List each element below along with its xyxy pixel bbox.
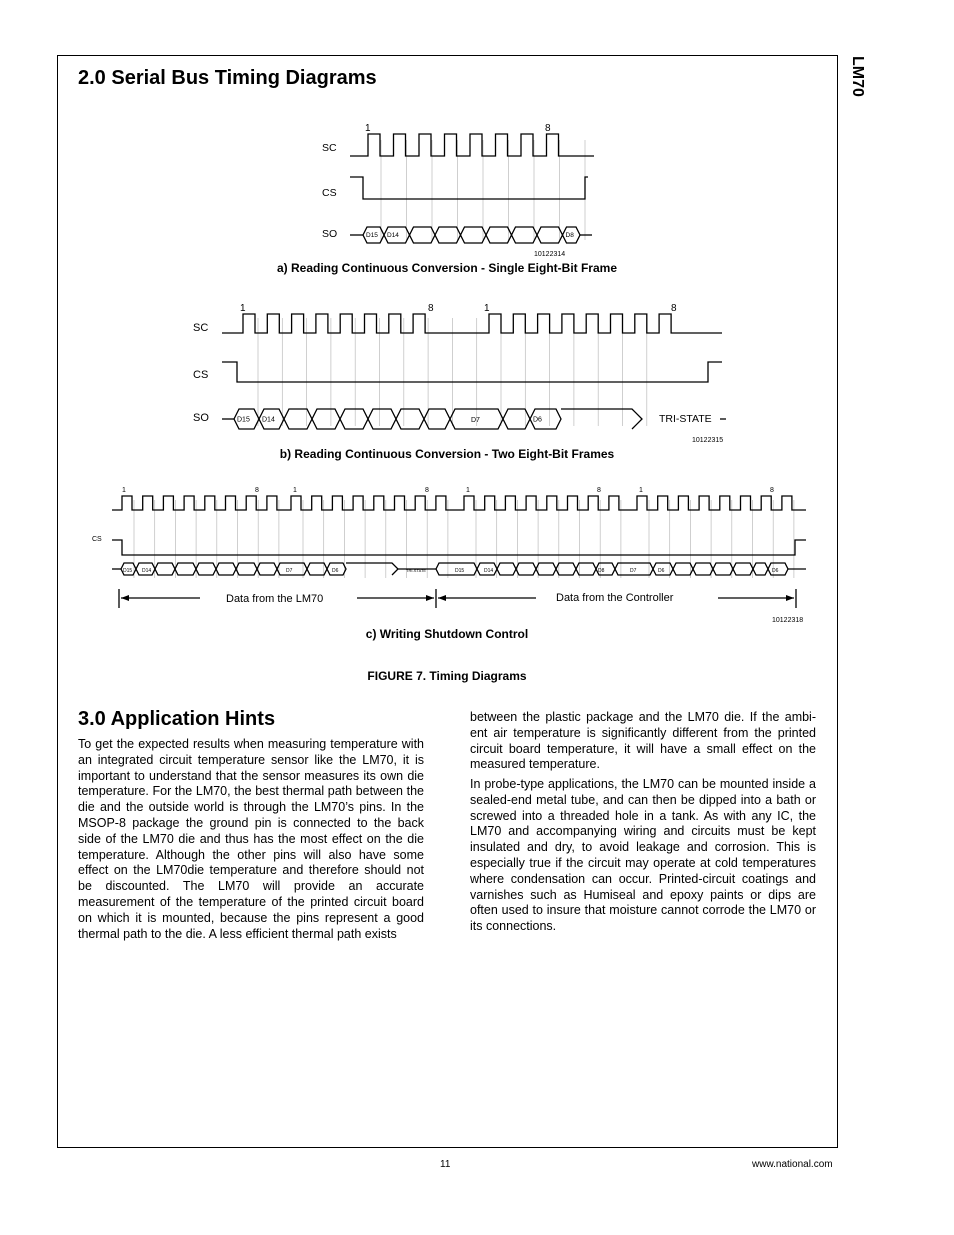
bit-label-lm70-d7: D7 (286, 568, 293, 574)
cs-waveform (112, 540, 806, 555)
cs-label: CS (322, 187, 337, 199)
diagram-c-id: 10122318 (772, 617, 804, 624)
tristate-label: TRI-STATE (406, 568, 427, 573)
diagram-c-caption: c) Writing Shutdown Control (365, 627, 529, 641)
so-ctrl-eye-13 (733, 563, 753, 575)
so-ctrl-eye-2 (497, 563, 516, 575)
pulse-label-1: 8 (255, 487, 259, 494)
diagram-b-caption: b) Reading Continuous Conversion - Two Eight-Bit Frames (279, 447, 615, 461)
so-lm70-eye-2 (155, 563, 175, 575)
so-eye-7 (537, 227, 563, 243)
so-lm70-eye-3 (175, 563, 196, 575)
bit-label-ctrl-d7: D7 (630, 568, 637, 574)
bit-label-lm70-d15: D15 (123, 568, 133, 574)
diagram-b (193, 303, 726, 429)
bit-label-ctrl-d6: D6 (658, 568, 665, 574)
so-lm70-eye-5 (216, 563, 236, 575)
sc-waveform (112, 496, 806, 510)
pulse-label-first: 1 (365, 123, 371, 134)
so-eye-2 (284, 409, 312, 429)
pulse-label-8a: 8 (428, 303, 434, 314)
cs-label: CS (92, 536, 102, 543)
side-part-label: LM70 (849, 56, 866, 97)
arrow-ctrl-right (786, 595, 794, 601)
section3-title: 3.0 Application Hints (78, 708, 276, 730)
so-eye-4 (340, 409, 368, 429)
so-label: SO (193, 412, 209, 424)
bit-label-ctrl-d6b: D6 (772, 568, 779, 574)
sc-label: SC (322, 142, 337, 154)
bit-label-d14: D14 (387, 232, 399, 240)
pulse-label-4: 1 (466, 487, 470, 494)
page-number: 11 (440, 1159, 451, 1170)
so-ctrl-eye-6 (576, 563, 596, 575)
pulse-label-1b: 1 (484, 303, 490, 314)
so-ctrl-eye-3 (516, 563, 536, 575)
cs-waveform (350, 177, 588, 199)
bit-label-d15: D15 (366, 232, 378, 240)
bit-label-lm70-d14: D14 (142, 568, 152, 574)
so-eye-2 (410, 227, 436, 243)
diagram-a-id: 10122314 (534, 251, 566, 258)
bit-label-ctrl-d8: D8 (598, 568, 605, 574)
body-column-2-para-1: between the plastic package and the LM70 die. If the ambi- ent air temperature is significantly different from the printed circuit board temperature, it will have a small effect on the measured temperature. (470, 710, 816, 772)
so-tristate-fall (561, 409, 642, 429)
cs-label: CS (193, 369, 209, 381)
body-column-2-para-2: In probe-type applications, the LM70 can be mounted inside a sealed-end metal tube, and can then be dipped into a bath or screwed into a threaded hole in a tank. As with any IC, the LM70 and accompanying wiring and circuits must be kept insulated and dry, to avoid leakage and corrosion. This is especially true if the circuit may operate at cold temperatures where condensation can occur. Printed-circuit coatings and varnishes such as Humiseal and epoxy paints or dips are often used to insure that moisture cannot corrode the LM70 or its connections. (470, 777, 816, 934)
bit-label-ctrl-d15: D15 (455, 568, 465, 574)
diagram-a-caption: a) Reading Continuous Conversion - Single Eight-Bit Frame (276, 261, 617, 275)
so-label: SO (322, 228, 338, 240)
bit-label-ctrl-d14: D14 (484, 568, 494, 574)
pulse-label-2: 1 (293, 487, 297, 494)
pulse-label-3: 8 (425, 487, 429, 494)
so-eye-5 (368, 409, 396, 429)
pulse-label-1a: 1 (240, 303, 246, 314)
diagram-c (92, 487, 806, 608)
so-eye-3 (435, 227, 461, 243)
so-ctrl-eye-4 (536, 563, 556, 575)
pulse-label-last: 8 (545, 123, 551, 134)
so-eye-5 (486, 227, 512, 243)
so-eye-3 (312, 409, 340, 429)
pulse-label-5: 8 (597, 487, 601, 494)
body-column-1: To get the expected results when measuring temperature with an integrated circuit temperature sensor like the LM70, it is important to understand that the sensor measures its own die temperature. For the LM70, the best thermal path between the die and the outside world is through the LM70’s pins. In the MSOP-8 package the ground pin is connected to the back side of the LM70 die and thus has the most effect on the die temperature. Although the other pins will also have some effect on the LM70die temperature and therefore should not be discounted. The LM70 will provide an accurate measurement of the temperature of the printed circuit board on which it is mounted, because the pins represent a good thermal path to the die. A less efficient thermal path exists (78, 737, 424, 941)
so-eye-9 (503, 409, 530, 429)
arrow-lm70-left (121, 595, 129, 601)
arrow-ctrl-left (438, 595, 446, 601)
bit-label-d8: D8 (565, 232, 574, 240)
bit-label-d7: D7 (471, 417, 480, 424)
footer-url: www.national.com (752, 1159, 833, 1170)
so-lm70-eye-7 (257, 563, 277, 575)
pulse-label-6: 1 (639, 487, 643, 494)
so-lm70-tristate (346, 563, 398, 575)
diagram-b-id: 10122315 (692, 437, 724, 444)
so-ctrl-eye-11 (693, 563, 713, 575)
pulse-label-8b: 8 (671, 303, 677, 314)
bit-label-d6: D6 (533, 416, 542, 424)
so-ctrl-eye-12 (713, 563, 733, 575)
sc-waveform (350, 134, 594, 156)
arrow-lm70-right (426, 595, 434, 601)
so-eye-4 (461, 227, 487, 243)
diagram-a (322, 123, 594, 243)
sc-waveform (222, 314, 722, 333)
so-ctrl-eye-14 (753, 563, 768, 575)
section2-title: 2.0 Serial Bus Timing Diagrams (78, 67, 377, 89)
pulse-label-0: 1 (122, 487, 126, 494)
span-label-controller: Data from the Controller (556, 592, 674, 604)
sc-label: SC (193, 322, 209, 334)
tristate-label: TRI-STATE (659, 413, 712, 425)
pulse-label-7: 8 (770, 487, 774, 494)
so-lm70-eye-4 (196, 563, 216, 575)
so-ctrl-eye-10 (673, 563, 693, 575)
span-label-lm70: Data from the LM70 (226, 593, 324, 605)
so-eye-6 (512, 227, 538, 243)
bit-label-d15: D15 (237, 416, 250, 424)
figure-caption: FIGURE 7. Timing Diagrams (367, 669, 527, 683)
so-lm70-eye-6 (236, 563, 257, 575)
bit-label-d14: D14 (262, 416, 275, 424)
bit-label-lm70-d6: D6 (332, 568, 339, 574)
so-eye-6 (396, 409, 424, 429)
